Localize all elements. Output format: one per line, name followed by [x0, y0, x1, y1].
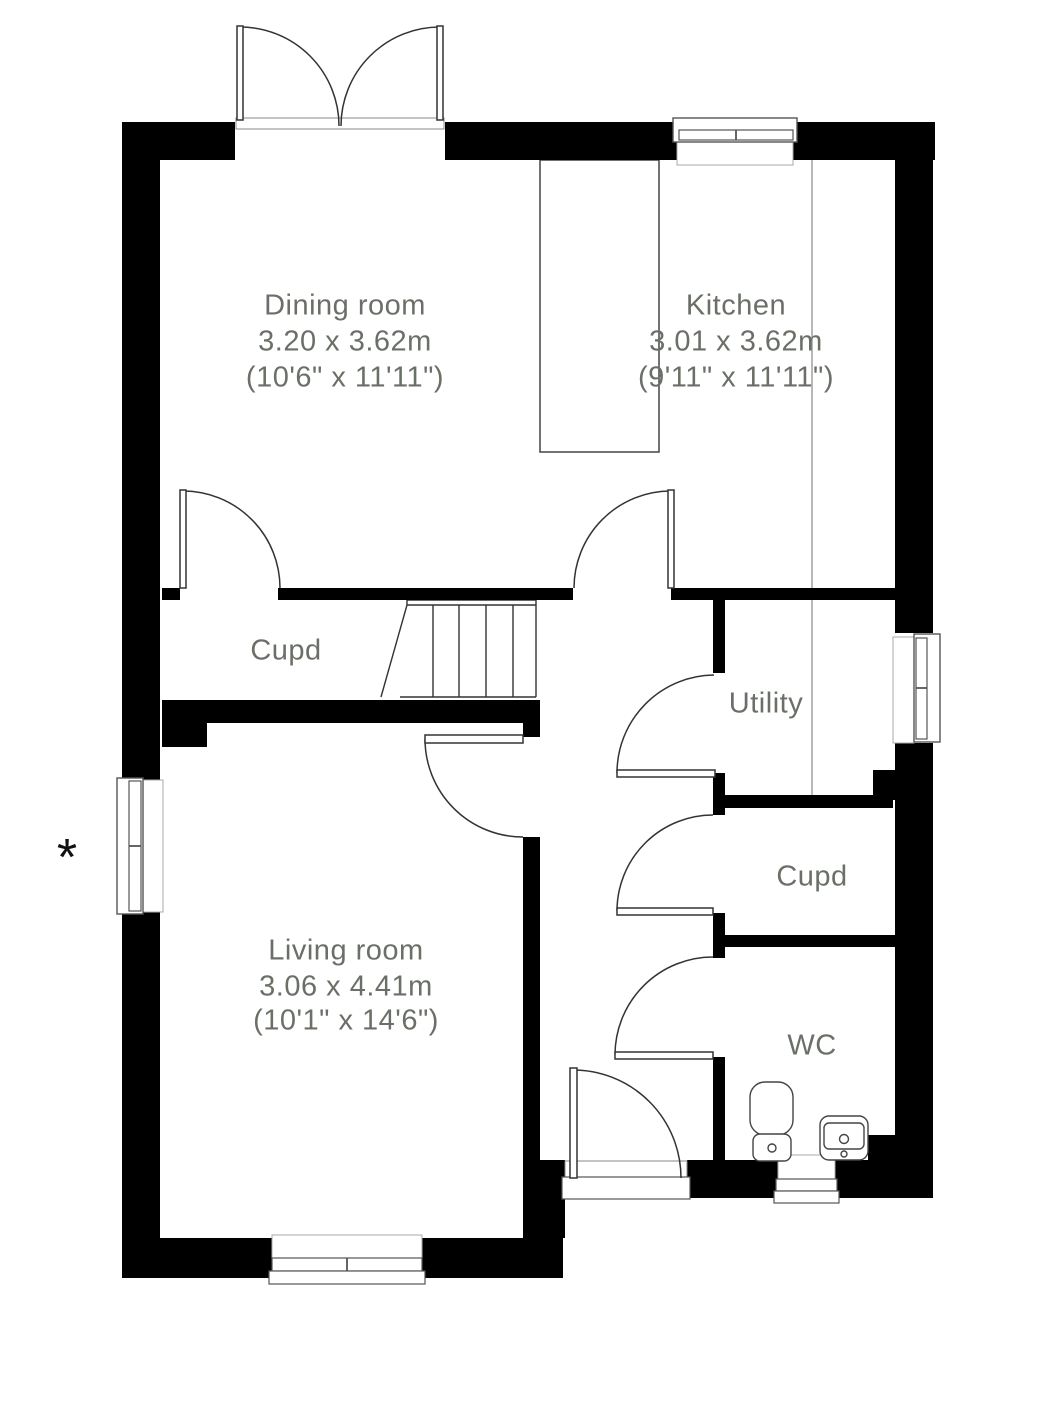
living-room-metric: 3.06 x 4.41m — [259, 970, 433, 1003]
wc-label: WC — [787, 1029, 837, 1062]
dining-room-imperial: (10'6" x 11'11") — [245, 361, 445, 394]
window-living-left — [117, 778, 163, 914]
door-utility — [617, 675, 715, 777]
door-living — [425, 735, 523, 837]
door-wc — [615, 957, 713, 1059]
asterisk-annotation: * — [56, 829, 78, 887]
window-kitchen — [673, 118, 797, 165]
living-room-imperial: (10'1" x 14'6") — [253, 1004, 439, 1037]
dining-room-metric: 3.20 x 3.62m — [258, 325, 432, 358]
window-wc — [774, 1155, 839, 1203]
kitchen-unit — [540, 160, 659, 452]
living-room-label: Living room — [268, 934, 424, 967]
french-doors — [236, 26, 444, 129]
toilet-symbol — [750, 1082, 793, 1161]
door-dining — [180, 490, 280, 588]
front-door — [562, 1068, 690, 1199]
window-living-bottom — [269, 1235, 425, 1284]
hall-cupboard-label: Cupd — [250, 634, 322, 667]
dining-room-label: Dining room — [264, 289, 426, 322]
basin-symbol — [820, 1116, 868, 1160]
door-cupboard — [617, 815, 713, 915]
kitchen-label: Kitchen — [685, 289, 787, 322]
door-kitchen — [574, 490, 674, 588]
kitchen-metric: 3.01 x 3.62m — [649, 325, 823, 358]
kitchen-imperial: (9'11" x 11'11") — [637, 361, 835, 394]
window-utility — [893, 634, 940, 743]
utility-label: Utility — [728, 687, 804, 720]
landing-cupboard-label: Cupd — [776, 860, 848, 893]
staircase — [381, 600, 536, 697]
